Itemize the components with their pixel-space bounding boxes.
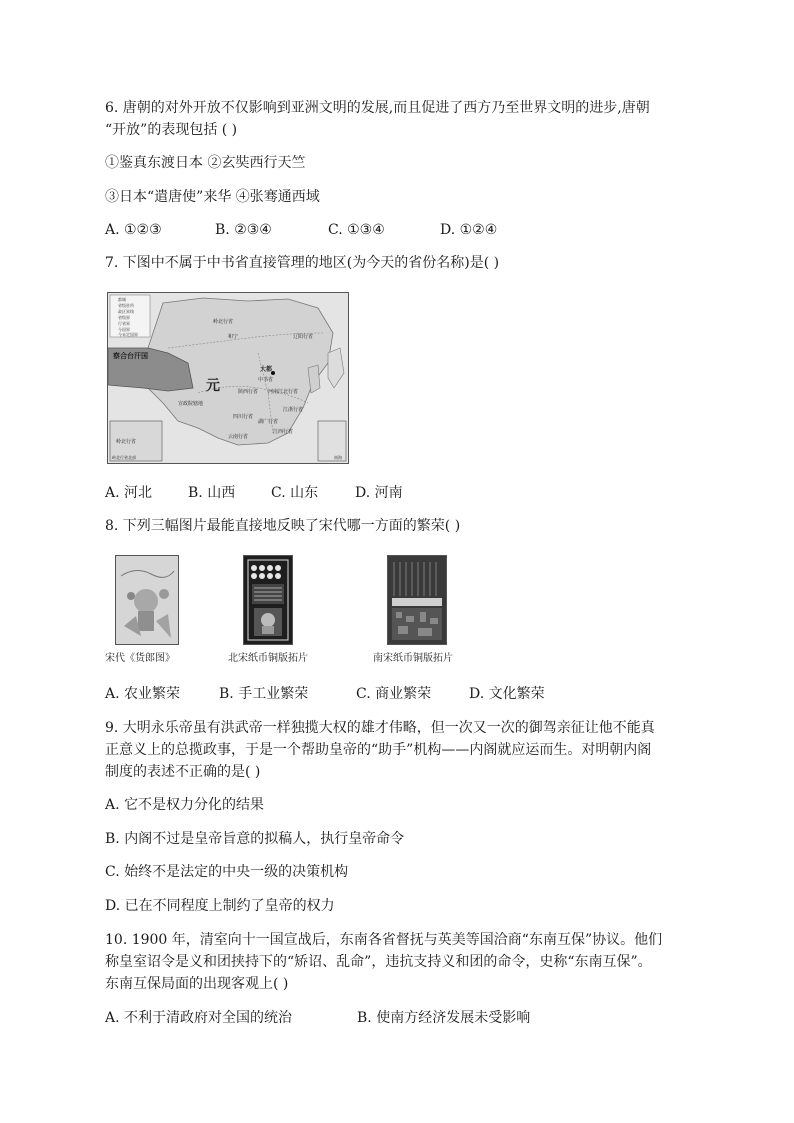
q9-stem-line2: 正意义上的总揽政事，于是一个帮助皇帝的“助手”机构——内阁就应运而生。对明朝内阁 xyxy=(105,742,652,758)
capital-label: 大都 xyxy=(260,366,273,373)
legend-item: 都城 xyxy=(118,297,126,302)
q6-option-a[interactable]: A. ①②③ xyxy=(105,222,162,238)
map-svg xyxy=(108,293,348,463)
peddler-painting-svg xyxy=(116,556,178,644)
region-label: 中书省 xyxy=(258,377,274,383)
chagatai-label: 察合台汗国 xyxy=(113,351,148,360)
region-label: 湖广行省 xyxy=(258,419,279,425)
q9-option-a[interactable]: A. 它不是权力分化的结果 xyxy=(105,797,265,813)
q10-option-b[interactable]: B. 使南方经济发展未受影响 xyxy=(357,1010,531,1026)
q7-option-a[interactable]: A. 河北 xyxy=(105,485,153,501)
region-label: 江西行省 xyxy=(273,429,294,435)
legend-item: 今国界 xyxy=(118,327,130,332)
legend-item: 省级界 xyxy=(118,315,130,320)
inset-region-label: 岭北行省 xyxy=(116,439,137,445)
region-label: 云南行省 xyxy=(228,434,249,440)
q9-option-d[interactable]: D. 已在不同程度上制约了皇帝的权力 xyxy=(105,898,335,914)
q6-stem-line1: 6. 唐朝的对外开放不仅影响到亚洲文明的发展,而且促进了西方乃至世界文明的进步,唐朝 xyxy=(105,100,650,116)
north-song-banknote-svg xyxy=(244,556,292,644)
south-song-banknote-image xyxy=(387,555,447,645)
legend-item: 今未定国界 xyxy=(118,332,138,337)
region-label: 辽阳行省 xyxy=(293,334,314,340)
region-label: 江浙行省 xyxy=(283,407,304,413)
yuan-dynasty-map xyxy=(107,292,349,464)
q10-stem-line3: 东南互保局面的出现客观上( ) xyxy=(105,976,289,992)
q10-stem-line1: 10. 1900 年，清室向十一国宣战后，东南各省督抚与英美等国洽商“东南互保”协议。他们 xyxy=(105,932,663,948)
region-label: 陕西行省 xyxy=(238,389,259,395)
legend-item: 政区界线 xyxy=(118,309,134,314)
caption-south-song: 南宋纸币铜版拓片 xyxy=(373,653,453,664)
inset-caption: 岭北行省北部 xyxy=(112,455,136,460)
q7-option-c[interactable]: C. 山东 xyxy=(271,485,319,501)
region-label: 河南江北行省 xyxy=(268,389,299,395)
q9-option-c[interactable]: C. 始终不是法定的中央一级的决策机构 xyxy=(105,864,349,880)
region-label: 宣政院辖地 xyxy=(178,401,204,407)
q10-stem-line2: 称皇室诏令是义和团挟持下的“矫诏、乱命”，违抗支持义和团的命令，史称“东南互保”。 xyxy=(105,954,652,970)
q8-stem: 8. 下列三幅图片最能直接地反映了宋代哪一方面的繁荣( ) xyxy=(105,518,461,534)
q10-option-a[interactable]: A. 不利于清政府对全国的统治 xyxy=(105,1010,293,1026)
q7-stem: 7. 下图中不属于中书省直接管理的地区(为今天的省份名称)是( ) xyxy=(105,255,500,271)
region-label: 岭北行省 xyxy=(213,319,234,325)
q7-option-b[interactable]: B. 山西 xyxy=(188,485,236,501)
q6-option-c[interactable]: C. ①③④ xyxy=(328,222,385,238)
q9-stem-line1: 9. 大明永乐帝虽有洪武帝一样独揽大权的雄才伟略，但一次又一次的御驾亲征让他不能真 xyxy=(105,720,655,736)
q6-items-line1: ①鉴真东渡日本 ②玄奘西行天竺 xyxy=(105,155,306,171)
south-song-banknote-svg xyxy=(388,556,446,644)
peddler-painting-image xyxy=(115,555,179,645)
q9-stem-line3: 制度的表述不正确的是( ) xyxy=(105,764,261,780)
caption-north-song: 北宋纸币铜版拓片 xyxy=(228,653,308,664)
q8-option-a[interactable]: A. 农业繁荣 xyxy=(105,686,181,702)
north-song-banknote-image xyxy=(243,555,293,645)
yuan-label: 元 xyxy=(206,378,220,394)
q8-option-d[interactable]: D. 文化繁荣 xyxy=(469,686,545,702)
q6-option-b[interactable]: B. ②③④ xyxy=(215,222,272,238)
legend-item: 省级驻所 xyxy=(118,303,134,308)
map-legend-box xyxy=(110,295,150,337)
legend-item: 行省界 xyxy=(118,321,130,326)
q7-option-d[interactable]: D. 河南 xyxy=(355,485,403,501)
q6-items-line2: ③日本“遣唐使”来华 ④张骞通西域 xyxy=(105,189,320,205)
caption-peddler: 宋代《货郎图》 xyxy=(105,653,175,664)
q6-option-d[interactable]: D. ①②④ xyxy=(440,222,498,238)
q8-option-b[interactable]: B. 手工业繁荣 xyxy=(219,686,309,702)
region-label: 和宁 xyxy=(228,334,239,340)
region-label: 四川行省 xyxy=(233,414,254,420)
south-sea-label: 南海 xyxy=(334,455,342,460)
q8-option-c[interactable]: C. 商业繁荣 xyxy=(356,686,432,702)
q6-stem-line2: “开放”的表现包括 ( ) xyxy=(105,122,238,138)
q9-option-b[interactable]: B. 内阁不过是皇帝旨意的拟稿人，执行皇帝命令 xyxy=(105,831,405,847)
